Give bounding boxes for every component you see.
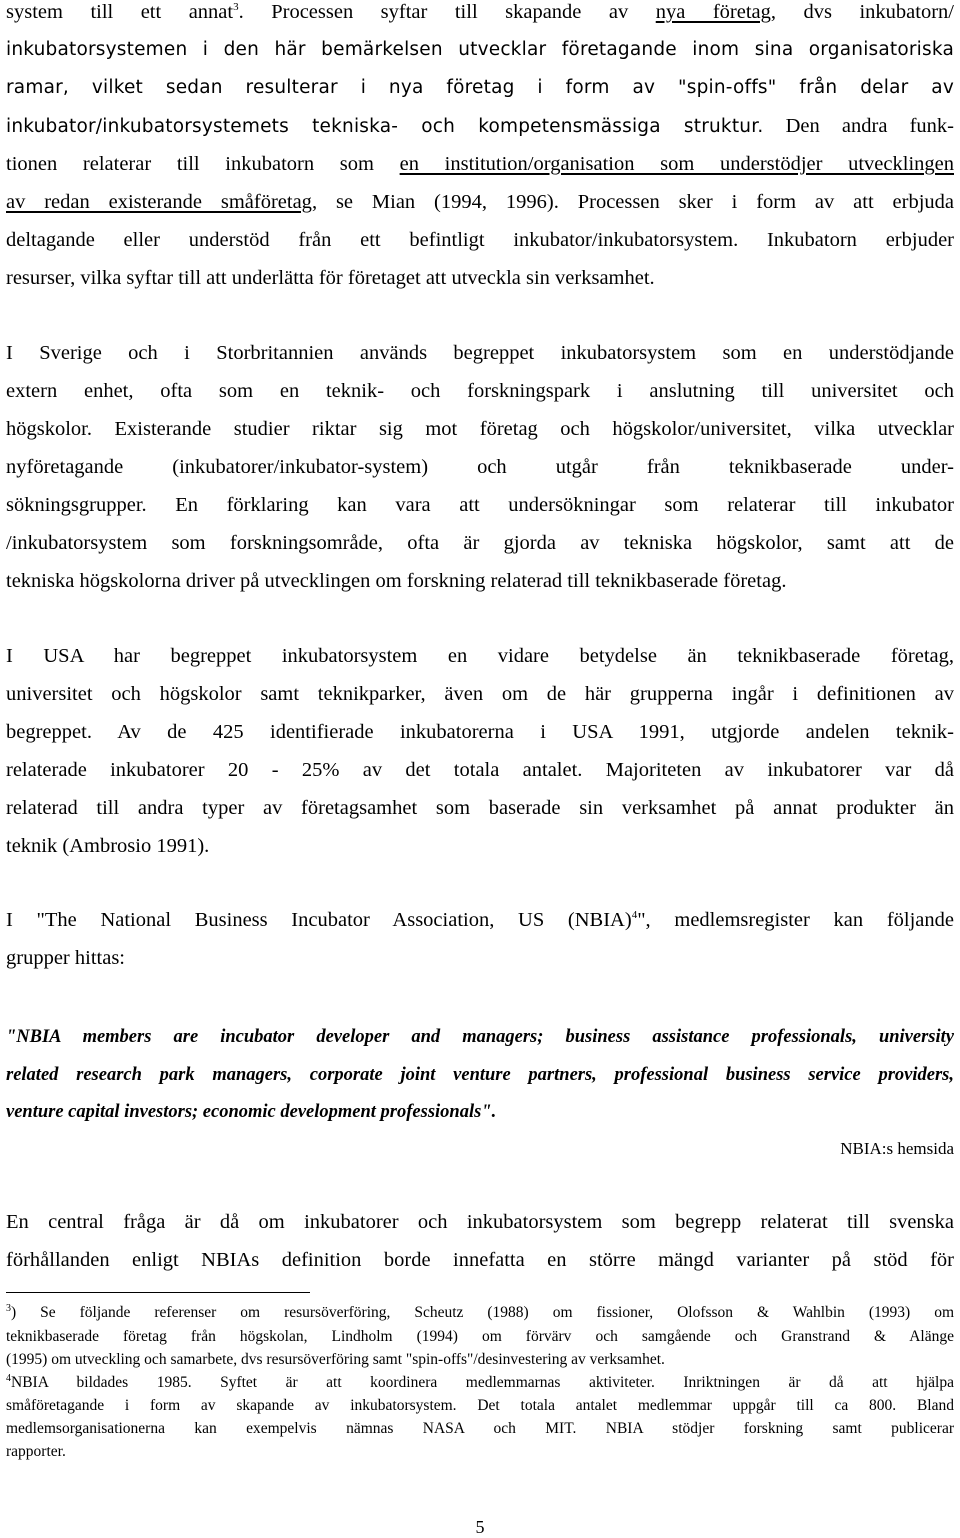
p5-line-2: förhållanden enligt NBIAs definition borde innefatta en större mängd varianter på stöd för — [6, 1249, 954, 1271]
p2-line-7: tekniska högskolorna driver på utvecklingen om forskning relaterad till teknikbaserade företag. — [6, 570, 787, 592]
footnote-3-line-2: teknikbaserade företag från högskolan, Lindholm (1994) om förvärv och samgående och Granstrand & Alänge — [6, 1328, 954, 1345]
footnote-3-line-1 — [6, 1304, 954, 1322]
footnote-3-mark: 3 — [6, 1303, 11, 1314]
p3-line-6: teknik (Ambrosio 1991). — [6, 835, 210, 857]
p2-line-3: högskolor. Existerande studier riktar sig mot företag och högskolor/universitet, vilka utvecklar — [6, 418, 954, 440]
underlined-text: en institution/organisation som understödjer utvecklingen — [399, 153, 954, 175]
p3-line-3: begreppet. Av de 425 identifierade inkubatorerna i USA 1991, utgjorde andelen teknik- — [6, 721, 954, 743]
text-span: system till ett annat — [6, 1, 234, 23]
page-number: 5 — [475, 1517, 485, 1537]
footnote-3-line-3: (1995) om utveckling och samarbete, dvs resursöverföring samt "spin-offs"/desinvestering av verksamhet. — [6, 1351, 665, 1368]
p2-line-4: nyföretagande (inkubatorer/inkubator-system) och utgår från teknikbaserade under- — [6, 456, 954, 478]
text-span: NBIA bildades 1985. Syftet är att koordinera medlemmarnas aktiviteter. Inriktningen är då att hjälpa — [11, 1374, 954, 1391]
p3-line-1: I USA har begreppet inkubatorsystem en vidare betydelse än teknikbaserade företag, — [6, 645, 954, 667]
footnote-ref-4: 4 — [631, 909, 638, 921]
footnote-ref-3: 3 — [233, 1, 239, 13]
p3-line-4: relaterade inkubatorer 20 - 25% av det totala antalet. Majoriteten av inkubatorer var då — [6, 759, 954, 781]
quote-source: NBIA:s hemsida — [840, 1139, 954, 1158]
p1-line-1 — [6, 0, 954, 24]
underlined-text: av redan existerande småföretag — [6, 191, 312, 213]
p1-line-2: inkubatorsystemen i den här bemärkelsen utvecklar företagande inom sina organisatoriska — [6, 39, 954, 60]
p2-line-2: extern enhet, ofta som en teknik- och forskningspark i anslutning till universitet och — [6, 380, 954, 402]
text-span: . Processen syftar till skapande av — [238, 1, 656, 23]
p1-line-8: resurser, vilka syftar till att underlätta för företaget att utveckla sin verksamhet. — [6, 267, 655, 289]
footnote-4-mark: 4 — [6, 1373, 11, 1384]
quote-line-2: related research park managers, corporate joint venture partners, professional business service providers, — [6, 1065, 954, 1085]
p1-line-4 — [6, 114, 954, 139]
footnote-4-line-2: småföretagande i form av skapande av inkubatorsystem. Det totala antalet medlemmar uppgår till ca 800. Bland — [6, 1397, 954, 1414]
p1-line-3: ramar, vilket sedan resulterar i nya företag i form av "spin-offs" från delar av — [6, 77, 954, 98]
footnote-4-line-1 — [6, 1374, 954, 1392]
text-span: , se Mian (1994, 1996). Processen sker i form av att erbjuda — [311, 191, 954, 213]
footnote-divider — [6, 1292, 310, 1293]
footnote-4-line-3: medlemsorganisationerna kan exempelvis nämnas NASA och MIT. NBIA stödjer forskning samt publicerar — [6, 1420, 954, 1437]
text-span: , dvs inkubatorn/ — [770, 1, 954, 23]
p1-line-5 — [6, 152, 954, 176]
text-span: ", medlemsregister kan följande — [637, 909, 954, 931]
p3-line-2: universitet och högskolor samt teknikparker, även om de här grupperna ingår i definitionen av — [6, 683, 954, 705]
p2-line-1: I Sverige och i Storbritannien används begreppet inkubatorsystem som en understödjande — [6, 342, 954, 364]
footnote-4-line-4: rapporter. — [6, 1443, 66, 1460]
p4-line-2: grupper hittas: — [6, 947, 125, 969]
text-span: ) Se följande referenser om resursöverföring, Scheutz (1988) om fissioner, Olofsson & Wahlbin (1993) om — [11, 1304, 954, 1321]
p3-line-5: relaterad till andra typer av företagsamhet som baserade sin verksamhet på annat produkter än — [6, 797, 954, 819]
p5-line-1: En central fråga är då om inkubatorer och inkubatorsystem som begrepp relaterat till svenska — [6, 1211, 954, 1233]
p1-line-6 — [6, 190, 954, 214]
p2-line-5: sökningsgrupper. En förklaring kan vara att undersökningar som relaterar till inkubator — [6, 494, 954, 516]
underlined-text: nya företag — [655, 1, 771, 23]
text-span: tionen relaterar till inkubatorn som — [6, 153, 400, 175]
text-span: Den andra funk- — [763, 115, 954, 137]
p1-line-7: deltagande eller understöd från ett befintligt inkubator/inkubatorsystem. Inkubatorn erbjuder — [6, 229, 954, 251]
text-span: inkubator/inkubatorsystemets tekniska- och kompetensmässiga struktur. — [6, 116, 764, 137]
p4-line-1 — [6, 908, 954, 932]
text-span: I "The National Business Incubator Association, US (NBIA) — [6, 909, 632, 931]
quote-line-3: venture capital investors; economic development professionals". — [6, 1102, 497, 1122]
p2-line-6: /inkubatorsystem som forskningsområde, ofta är gjorda av tekniska högskolor, samt att de — [6, 532, 954, 554]
quote-line-1: "NBIA members are incubator developer and managers; business assistance professionals, university — [6, 1027, 954, 1047]
